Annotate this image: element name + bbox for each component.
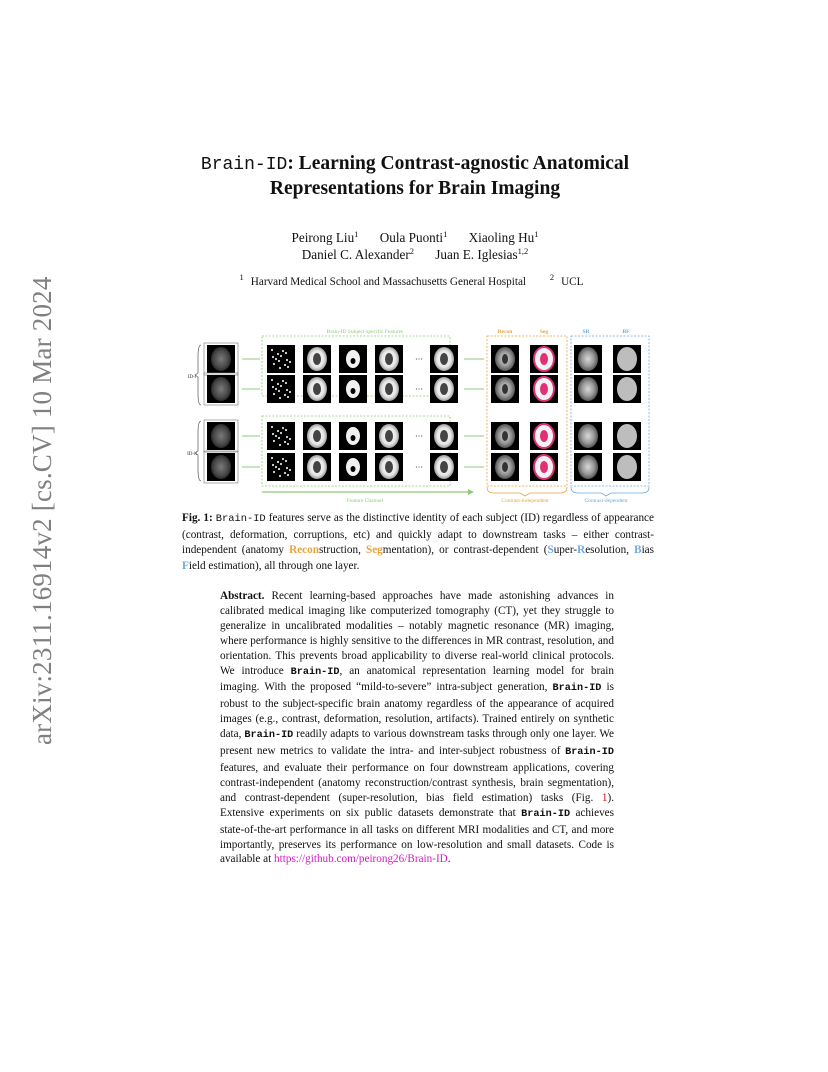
brain-shape xyxy=(211,455,231,479)
brain-shape xyxy=(578,347,598,371)
feature-speck xyxy=(285,382,287,384)
ventricle-shape xyxy=(385,430,393,442)
feature-speck xyxy=(275,358,277,360)
caption-text: esolution, xyxy=(585,544,635,557)
feature-speck xyxy=(282,380,284,382)
brain-shape xyxy=(211,424,231,448)
subject-i-label: ID-i xyxy=(187,375,197,380)
feature-speck xyxy=(279,397,281,399)
ellipsis: ··· xyxy=(415,463,423,472)
brain-shape xyxy=(211,377,231,401)
r-highlight: R xyxy=(577,544,586,557)
feature-speck xyxy=(286,359,288,361)
brain-shape xyxy=(578,455,598,479)
subject-ii-label: ID-ii xyxy=(187,452,197,457)
feature-speck xyxy=(279,475,281,477)
feature-speck xyxy=(277,383,279,385)
ventricle-shape xyxy=(440,353,448,365)
feature-speck xyxy=(285,460,287,462)
figure-top-label: Brain-ID Subject-specific Features xyxy=(326,329,404,335)
code-url-link[interactable]: https://github.com/peirong26/Brain-ID xyxy=(274,853,448,866)
feature-channel-label: Feature Channel xyxy=(346,498,384,504)
ventricle-shape xyxy=(313,353,321,365)
seg-highlight: Seg xyxy=(365,544,383,557)
segmentation-label xyxy=(540,461,548,473)
caption-label: Fig. 1: xyxy=(182,512,213,524)
ventricle-shape xyxy=(502,462,508,472)
feature-speck xyxy=(278,468,280,470)
feature-speck xyxy=(271,349,273,351)
feature-speck xyxy=(287,366,289,368)
feature-speck xyxy=(272,356,274,358)
feature-speck xyxy=(285,429,287,431)
paper-title xyxy=(150,152,680,201)
affiliation: $^2$ UCL xyxy=(549,272,584,288)
ellipsis: ··· xyxy=(415,432,423,441)
ventricle-shape xyxy=(313,430,321,442)
abstract-text: . xyxy=(447,853,451,866)
author: Juan E. Iglesias$^{1,2}$ xyxy=(435,246,529,262)
feature-speck xyxy=(275,435,277,437)
abstract-model-name: Brain-ID xyxy=(552,683,602,695)
ventricle-shape xyxy=(313,461,321,473)
seg-label: Seg xyxy=(539,329,549,335)
caption-text: struction, xyxy=(318,544,366,557)
recon-highlight: Recon xyxy=(289,544,319,557)
feature-speck xyxy=(273,471,275,473)
feature-speck xyxy=(278,437,280,439)
ellipsis: ··· xyxy=(415,385,423,394)
abstract-text: is robust to the subject-specific brain anatomy regardless of the appearance of acquired images (e.g., contrast, deformation, resolution, artifacts). Trained entirely on synthetic data, xyxy=(220,681,614,741)
recon-label: Recon xyxy=(497,329,513,335)
abstract-label: Abstract. xyxy=(220,590,265,602)
feature-speck xyxy=(271,379,273,381)
feature-speck xyxy=(286,467,288,469)
author: Oula Puonti$^1$ xyxy=(379,229,448,245)
abstract-model-name: Brain-ID xyxy=(521,808,571,820)
bias-field-shape xyxy=(617,377,637,401)
ventricle-shape xyxy=(385,353,393,365)
ventricle-shape xyxy=(440,430,448,442)
author: Daniel C. Alexander$^2$ xyxy=(301,246,414,262)
affiliation: $^1$ Harvard Medical School and Massachusetts General Hospital xyxy=(239,272,527,288)
feature-speck xyxy=(286,436,288,438)
feature-speck xyxy=(289,361,291,363)
brain-thumbnail xyxy=(267,375,295,403)
abstract-text: features, and evaluate their performance on four downstream applications, covering contrast-independent (anatomy reconstruction/contrast synthesis, brain segmentation), and contrast-dependent (super-resolution, bias field estimation) tasks (Fig. xyxy=(220,761,614,804)
contrast-dependent-brace xyxy=(571,487,649,496)
caption-text: uper- xyxy=(553,544,578,557)
contrast-independent-label: Contrast-independent xyxy=(501,498,549,504)
abstract-model-name: Brain-ID xyxy=(290,666,340,678)
brain-thumbnail xyxy=(267,453,295,481)
feature-speck xyxy=(287,443,289,445)
ventricle-shape xyxy=(313,383,321,395)
feature-speck xyxy=(272,464,274,466)
abstract-text: achieves state-of-the-art performance in all tasks on different MRI modalities and CT, and more importantly, preserves its performance on low-resolution and small datasets. Code is available at xyxy=(220,806,614,866)
feature-speck xyxy=(277,430,279,432)
feature-speck xyxy=(277,461,279,463)
feature-speck xyxy=(284,441,286,443)
figure-caption xyxy=(182,511,654,575)
s-highlight: S xyxy=(547,544,554,557)
ventricle-shape xyxy=(351,466,356,472)
brain-shape xyxy=(211,347,231,371)
feature-speck xyxy=(273,363,275,365)
feature-speck xyxy=(273,393,275,395)
ventricle-shape xyxy=(502,384,508,394)
feature-speck xyxy=(278,390,280,392)
ventricle-shape xyxy=(502,431,508,441)
ventricle-shape xyxy=(440,461,448,473)
author: Xiaoling Hu$^1$ xyxy=(468,229,539,245)
title-line2: Representations for Brain Imaging xyxy=(269,178,561,199)
feature-speck xyxy=(271,426,273,428)
feature-speck xyxy=(282,458,284,460)
figure-1-graphic xyxy=(182,327,654,505)
affiliations xyxy=(150,272,680,289)
abstract-text: readily adapts to various downstream tasks through only one layer. We present new metrics to validate the intra- and inter-subject robustness of xyxy=(220,728,614,758)
feature-speck xyxy=(282,427,284,429)
feature-speck xyxy=(280,355,282,357)
bias-field-shape xyxy=(617,424,637,448)
feature-speck xyxy=(284,472,286,474)
subject-brace xyxy=(195,421,201,481)
brain-thumbnail xyxy=(267,422,295,450)
brain-thumbnail xyxy=(267,345,295,373)
title-line1: : Learning Contrast-agnostic Anatomical xyxy=(287,153,630,174)
bias-field-shape xyxy=(617,455,637,479)
caption-text: ield estimation), all through one layer. xyxy=(188,560,360,573)
brain-shape xyxy=(578,424,598,448)
feature-speck xyxy=(284,364,286,366)
segmentation-label xyxy=(540,383,548,395)
ventricle-shape xyxy=(502,354,508,364)
title-model-name: Brain-ID xyxy=(200,155,288,175)
feature-speck xyxy=(275,388,277,390)
feature-speck xyxy=(277,353,279,355)
feature-speck xyxy=(289,438,291,440)
sr-label: SR xyxy=(582,329,590,335)
feature-speck xyxy=(285,352,287,354)
feature-speck xyxy=(272,386,274,388)
abstract xyxy=(220,589,614,867)
abstract-model-name: Brain-ID xyxy=(565,747,614,759)
feature-speck xyxy=(280,463,282,465)
contrast-independent-brace xyxy=(487,487,567,496)
brain-shape xyxy=(578,377,598,401)
caption-model-name: Brain-ID xyxy=(215,513,266,525)
segmentation-label xyxy=(540,430,548,442)
abstract-text: , an anatomical representation learning model for brain imaging. With the proposed “mild-to-severe” intra-subject generation, xyxy=(220,664,614,694)
caption-text: ias xyxy=(641,544,654,557)
feature-speck xyxy=(280,385,282,387)
bias-field-shape xyxy=(617,347,637,371)
figure-reference-link[interactable]: 1 xyxy=(601,791,608,804)
segmentation-label xyxy=(540,353,548,365)
feature-speck xyxy=(286,389,288,391)
feature-speck xyxy=(271,457,273,459)
feature-speck xyxy=(272,433,274,435)
feature-speck xyxy=(275,466,277,468)
contrast-dependent-label: Contrast-dependent xyxy=(584,498,628,504)
feature-speck xyxy=(280,432,282,434)
abstract-model-name: Brain-ID xyxy=(244,730,294,742)
arrow-head xyxy=(468,489,474,495)
ellipsis: ··· xyxy=(415,355,423,364)
feature-speck xyxy=(287,474,289,476)
abstract-text: ). Extensive experiments on six public datasets demonstrate that xyxy=(220,791,614,819)
author: Peirong Liu$^1$ xyxy=(291,229,359,245)
feature-speck xyxy=(278,360,280,362)
f-highlight: F xyxy=(182,560,189,573)
feature-speck xyxy=(273,440,275,442)
b-highlight: B xyxy=(634,544,642,557)
feature-speck xyxy=(287,396,289,398)
ventricle-shape xyxy=(351,388,356,394)
arxiv-identifier-stamp: arXiv:2311.16914v2 [cs.CV] 10 Mar 2024 xyxy=(27,276,57,745)
ventricle-shape xyxy=(351,435,356,441)
feature-speck xyxy=(289,391,291,393)
feature-speck xyxy=(282,350,284,352)
ventricle-shape xyxy=(440,383,448,395)
feature-speck xyxy=(279,367,281,369)
feature-speck xyxy=(279,444,281,446)
caption-text: features serve as the distinctive identity of each subject (ID) regardless of appearance (contrast, deformation, corruptions, etc) and quickly adapt to downstream tasks – either contrast-independent (anatomy xyxy=(182,512,654,557)
feature-speck xyxy=(284,394,286,396)
ventricle-shape xyxy=(351,358,356,364)
caption-text: mentation), or contrast-dependent ( xyxy=(382,544,548,557)
ventricle-shape xyxy=(385,383,393,395)
feature-speck xyxy=(289,469,291,471)
figure-1 xyxy=(182,327,654,505)
ventricle-shape xyxy=(385,461,393,473)
bf-label: BF xyxy=(622,329,630,335)
author-list xyxy=(150,229,680,263)
abstract-text: Recent learning-based approaches have made astonishing advances in calibrated medical imaging like computerized tomography (CT), yet they struggle to generalize in uncalibrated modalities – notably magnetic resonance (MR) imaging, where performance is highly sensitive to the differences in MR contrast, resolution, and orientation. This prevents broad applicability to diverse real-world clinical protocols. We introduce xyxy=(220,590,614,677)
